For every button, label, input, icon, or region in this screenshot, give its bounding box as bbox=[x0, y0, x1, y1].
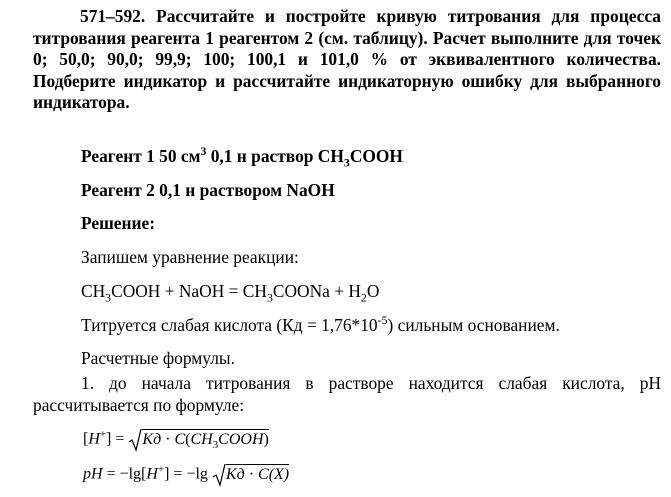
reagent-1-formula-tail: COOH bbox=[349, 146, 403, 166]
formula-token: ] = −lg bbox=[164, 465, 212, 483]
titration-note-text: Титруется слабая кислота (Кд = 1,76*10 bbox=[81, 315, 378, 335]
solution-heading: Решение: bbox=[81, 213, 156, 233]
formula-token: C bbox=[258, 465, 269, 483]
formula-token: Kд bbox=[225, 465, 245, 483]
radicand bbox=[142, 429, 269, 451]
formula-token: = bbox=[111, 430, 129, 448]
equation-part: COOH + NaOH = CH bbox=[111, 281, 267, 301]
reagent-1-label: Реагент 1 50 см bbox=[81, 146, 201, 166]
reagent-1-line bbox=[81, 144, 403, 170]
formula-token: · bbox=[244, 465, 259, 483]
formula-subscript: 3 bbox=[212, 438, 219, 451]
volume-unit-power: 3 bbox=[200, 144, 207, 159]
equation-part: O bbox=[366, 281, 380, 301]
kd-exponent: -5 bbox=[377, 313, 388, 328]
formula-token: [ bbox=[83, 430, 89, 448]
formula-token: (X) bbox=[268, 465, 290, 483]
formula-token: CH bbox=[190, 430, 213, 448]
formula-superscript: + bbox=[157, 463, 165, 476]
formula-token: COOH bbox=[218, 430, 264, 448]
formula-token: H bbox=[146, 465, 158, 483]
formula-token: ( bbox=[185, 430, 191, 448]
square-root-icon bbox=[212, 463, 226, 487]
reagent-2-line: Реагент 2 0,1 н раствором NaOH bbox=[81, 180, 335, 200]
titration-note bbox=[81, 315, 560, 336]
titration-note-text: ) сильным основанием. bbox=[387, 315, 560, 335]
formula-token: H bbox=[88, 430, 100, 448]
equation-part: COONa + H bbox=[272, 281, 361, 301]
equation-subscript: 2 bbox=[360, 290, 367, 305]
formula-superscript: + bbox=[99, 428, 107, 441]
formula-h-concentration bbox=[83, 428, 269, 452]
reaction-equation bbox=[81, 281, 380, 305]
formula-token: ] bbox=[106, 430, 112, 448]
formula-ph bbox=[83, 463, 289, 487]
formula-token: Kд bbox=[142, 430, 162, 448]
equation-subscript: 3 bbox=[105, 290, 112, 305]
formula-token: pH bbox=[83, 465, 103, 483]
task-statement: 571–592. Рассчитайте и постройте кривую титрования для процесса титрования реагента 1 реагентом 2 (см. таблицу). Расчет выполните для точек 0; 50,0; 90,0; 99,9; 100; 100,1 и 101,0 % от эквивалентного количества. Подберите индикатор и рассчитайте индикаторную ошибку для выбранного индикатора. bbox=[33, 6, 661, 112]
reagent-1-rest: 0,1 н раствор CH bbox=[206, 146, 344, 166]
step-1-text: 1. до начала титрования в растворе находится слабая кислота, рН рассчитывается по формуле: bbox=[33, 373, 661, 415]
formula-token: = −lg[ bbox=[102, 465, 147, 483]
reagent-1-formula-subscript: 3 bbox=[343, 155, 350, 170]
reaction-intro: Запишем уравнение реакции: bbox=[81, 247, 299, 267]
radicand bbox=[226, 464, 289, 483]
equation-part: CH bbox=[81, 281, 106, 301]
formulas-heading: Расчетные формулы. bbox=[81, 348, 235, 368]
formula-token: C bbox=[174, 430, 186, 448]
formula-token: · bbox=[161, 430, 175, 448]
square-root-icon bbox=[128, 428, 142, 452]
formula-token: ) bbox=[263, 430, 269, 448]
equation-subscript: 3 bbox=[266, 290, 273, 305]
